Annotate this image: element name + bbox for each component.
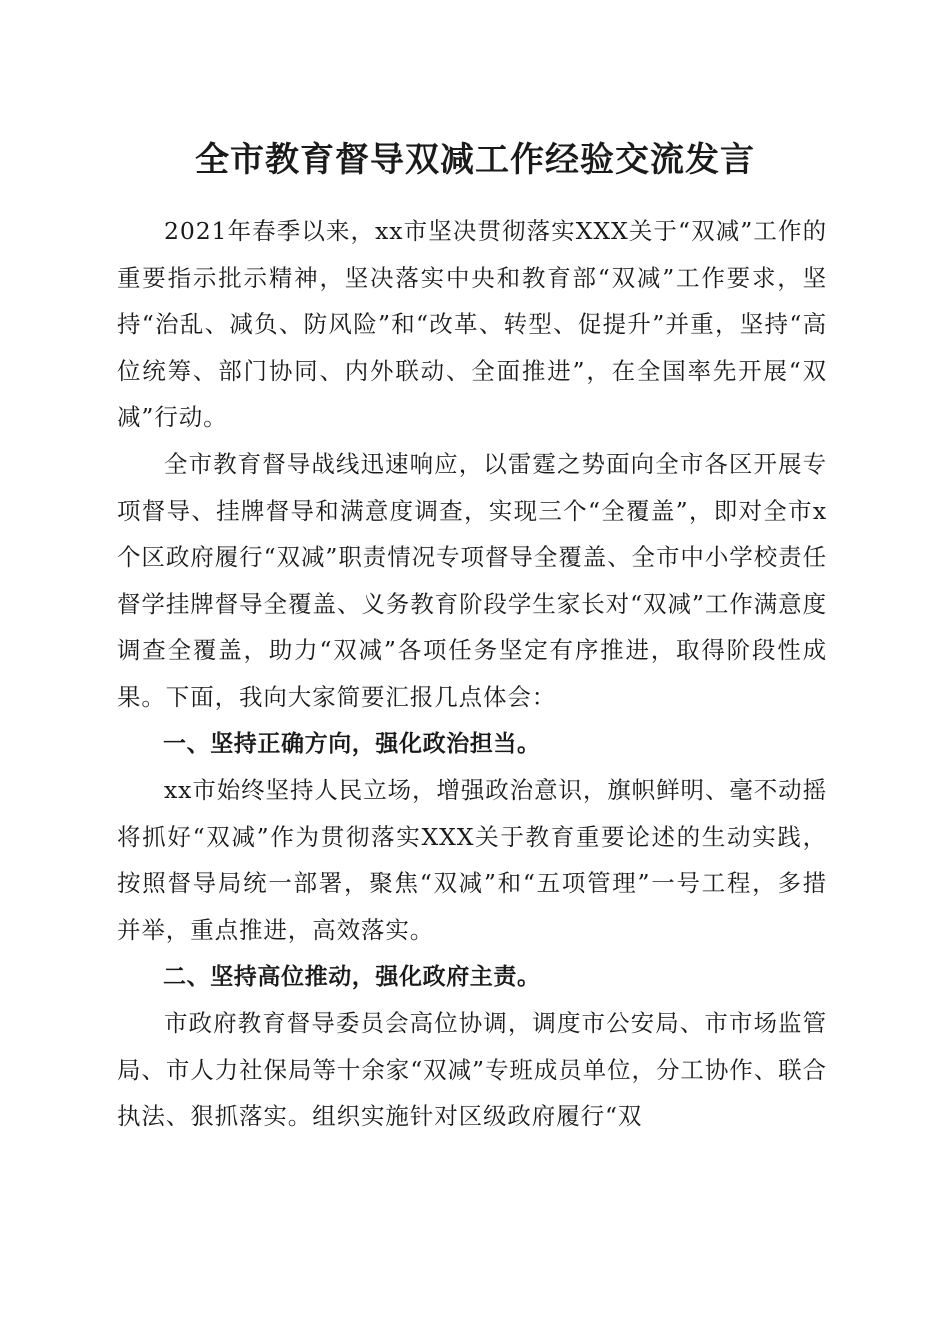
document-title: 全市教育督导双减工作经验交流发言 xyxy=(195,140,755,180)
section-1-heading: 一、坚持正确方向，强化政治担当。 xyxy=(163,730,541,757)
intro-paragraph-1: 2021年春季以来，xx市坚决贯彻落实XXX关于“双减”工作的重要指示批示精神，坚决落实中央和教育部“双减”工作要求，坚持“治乱、减负、防风险”和“改革、转型、促提升”并重，坚持“高位统筹、部门协同、内外联动、全面推进”，在全国率先开展“双减”行动。 xyxy=(117,217,827,432)
document-body xyxy=(117,208,827,1140)
section-1-paragraph: xx市始终坚持人民立场，增强政治意识，旗帜鲜明、毫不动摇将抓好“双减”作为贯彻落实XXX关于教育重要论述的生动实践，按照督导局统一部署，聚焦“双减”和“五项管理”一号工程，多措并举，重点推进，高效落实。 xyxy=(117,776,827,944)
section-2-heading: 二、坚持高位推动，强化政府主责。 xyxy=(163,963,541,990)
section-2-paragraph: 市政府教育督导委员会高位协调，调度市公安局、市市场监管局、市人力社保局等十余家“双减”专班成员单位，分工协作、联合执法、狠抓落实。组织实施针对区级政府履行“双 xyxy=(117,1009,827,1131)
intro-paragraph-2: 全市教育督导战线迅速响应，以雷霆之势面向全市各区开展专项督导、挂牌督导和满意度调查，实现三个“全覆盖”，即对全市x个区政府履行“双减”职责情况专项督导全覆盖、全市中小学校责任督学挂牌督导全覆盖、义务教育阶段学生家长对“双减”工作满意度调查全覆盖，助力“双减”各项任务坚定有序推进，取得阶段性成果。下面，我向大家简要汇报几点体会： xyxy=(117,449,827,711)
